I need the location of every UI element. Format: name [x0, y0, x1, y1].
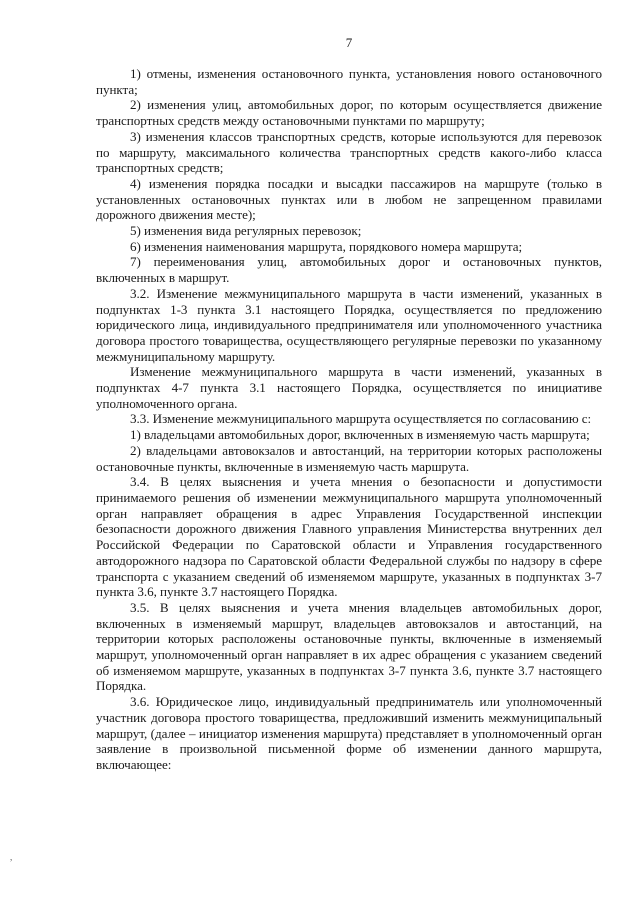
paragraph-3-3-item-1: 1) владельцами автомобильных дорог, включенных в изменяемую часть маршрута; [130, 427, 590, 443]
paragraph-3-2-continued: Изменение межмуниципального маршрута в части изменений, указанных в подпунктах 4-7 пункта 3.1 настоящего Порядка, осуществляется по инициативе уполномоченного органа. [96, 364, 602, 411]
paragraph-3-4: 3.4. В целях выяснения и учета мнения о безопасности и допустимости принимаемого решения об изменении межмуниципального маршрута уполномоченный орган направляет обращения в адрес Управления Государственной инспекции безопасности дорожного движения Главного управления Министерства внутренних дел Российской Федерации по Саратовской области и Управления государственного автодорожного надзора по Саратовской области Федеральной службы по надзору в сфере транспорта с указанием сведений об изменяемом маршруте, указанных в подпунктах 3-7 пункта 3.6, пункте 3.7 настоящего Порядка. [96, 474, 602, 600]
paragraph-7: 7) переименования улиц, автомобильных дорог и остановочных пунктов, включенных в маршрут. [96, 254, 602, 286]
paragraph-3: 3) изменения классов транспортных средств, которые используются для перевозок по маршруту, максимального количества транспортных средств какого-либо класса транспортных средств; [96, 128, 602, 176]
paragraph-3-2: 3.2. Изменение межмуниципального маршрута в части изменений, указанных в подпунктах 1-3 пункта 3.1 настоящего Порядка, осуществляется по предложению юридического лица, индивидуального предпринимателя или уполномоченного участника договора простого товарищества, осуществляющего регулярные перевозки по указанному межмуниципальному маршруту. [96, 285, 602, 364]
paragraph-2: 2) изменения улиц, автомобильных дорог, по которым осуществляется движение транспортных средств между остановочными пунктами по маршруту; [96, 97, 602, 129]
page-number: 7 [345, 35, 353, 50]
paragraph-3-6: 3.6. Юридическое лицо, индивидуальный предприниматель или уполномоченный участник договора простого товарищества, предложивший изменить межмуниципальный маршрут, (далее – инициатор изменения маршрута) представляет в уполномоченный орган заявление в произвольной письменной форме об изменении данного маршрута, включающее: [96, 694, 602, 772]
scan-mark: , [10, 852, 13, 862]
paragraph-5: 5) изменения вида регулярных перевозок; [130, 223, 362, 239]
paragraph-1: 1) отмены, изменения остановочного пункта, установления нового остановочного пункта; [96, 66, 602, 97]
paragraph-3-3: 3.3. Изменение межмуниципального маршрута осуществляется по согласованию с: [130, 411, 592, 427]
paragraph-3-3-item-2: 2) владельцами автовокзалов и автостанций, на территории которых расположены остановочные пункты, включенные в изменяемую часть маршрута. [96, 442, 602, 474]
paragraph-4: 4) изменения порядка посадки и высадки пассажиров на маршруте (только в установленных остановочных пунктах или в любом не запрещенном правилами дорожного движения месте); [96, 175, 602, 223]
paragraph-3-5: 3.5. В целях выяснения и учета мнения владельцев автомобильных дорог, включенных в изменяемый маршрут, владельцев автовокзалов и автостанций, на территории которых расположены остановочные пункты, включенные в изменяемый маршрут, уполномоченный орган направляет в их адрес обращения с указанием сведений об изменяемом маршруте, указанных в подпунктах 3-7 пункта 3.6, пункте 3.7 настоящего Порядка. [96, 599, 602, 694]
paragraph-6: 6) изменения наименования маршрута, порядкового номера маршрута; [130, 238, 523, 254]
